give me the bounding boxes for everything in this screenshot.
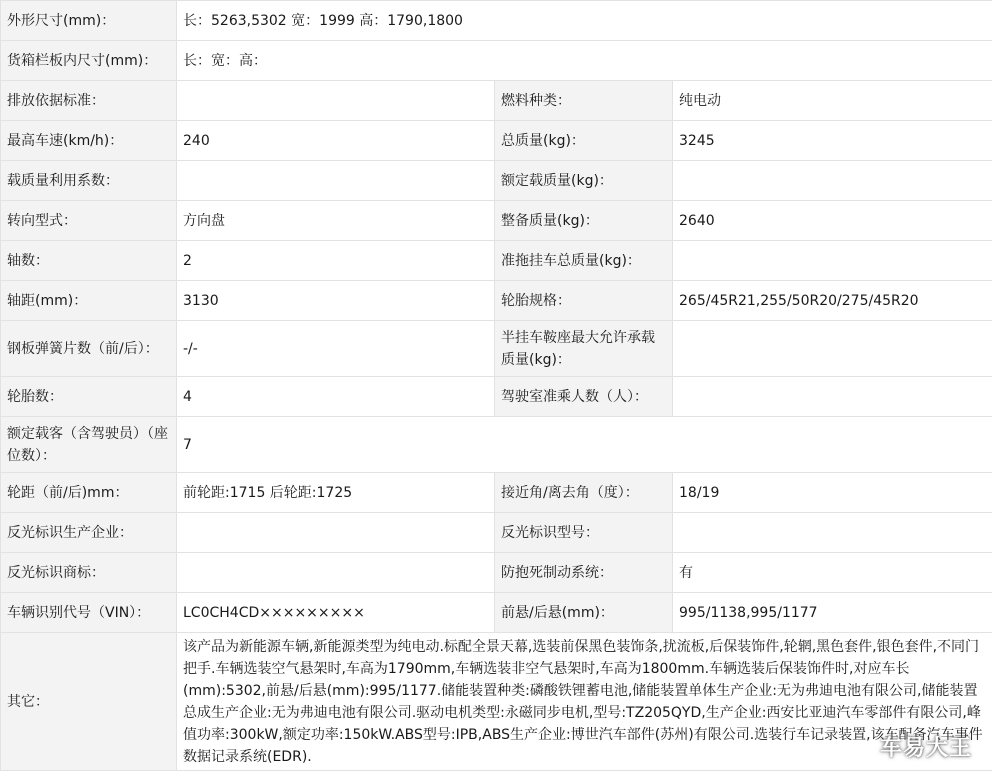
value-cargo-size: 长：宽：高：	[177, 41, 992, 81]
value-approach-angle: 18/19	[673, 473, 992, 513]
row-track	[1, 473, 992, 513]
value-reflective-brand	[177, 553, 495, 593]
value-seats: 7	[177, 417, 992, 473]
label-fuel-type: 燃料种类：	[495, 81, 673, 121]
label-emission: 排放依据标准：	[1, 81, 177, 121]
value-outer-size: 长：5263,5302 宽：1999 高：1790,1800	[177, 1, 992, 41]
value-steering: 方向盘	[177, 201, 495, 241]
value-wheelbase: 3130	[177, 281, 495, 321]
value-load-util	[177, 161, 495, 201]
row-reflective-brand	[1, 553, 992, 593]
value-curb-mass: 2640	[673, 201, 992, 241]
label-load-util: 载质量利用系数：	[1, 161, 177, 201]
value-total-mass: 3245	[673, 121, 992, 161]
value-abs: 有	[673, 553, 992, 593]
row-seats	[1, 417, 992, 473]
label-reflective-model: 反光标识型号：	[495, 513, 673, 553]
value-cab-passengers	[673, 377, 992, 417]
label-leaf-springs: 钢板弹簧片数（前/后）：	[1, 321, 177, 377]
label-abs: 防抱死制动系统：	[495, 553, 673, 593]
label-saddle-mass: 半挂车鞍座最大允许承载质量(kg)：	[495, 321, 673, 377]
value-axles: 2	[177, 241, 495, 281]
row-max-speed	[1, 121, 992, 161]
label-trailer-mass: 准拖挂车总质量(kg)：	[495, 241, 673, 281]
value-overhang: 995/1138,995/1177	[673, 593, 992, 633]
row-axles	[1, 241, 992, 281]
value-reflective-maker	[177, 513, 495, 553]
label-track: 轮距（前/后)mm：	[1, 473, 177, 513]
row-load-util	[1, 161, 992, 201]
row-vin	[1, 593, 992, 633]
row-cargo-size	[1, 41, 992, 81]
label-curb-mass: 整备质量(kg)：	[495, 201, 673, 241]
value-fuel-type: 纯电动	[673, 81, 992, 121]
value-rated-load	[673, 161, 992, 201]
row-steering	[1, 201, 992, 241]
row-leaf-springs	[1, 321, 992, 377]
label-max-speed: 最高车速(km/h)：	[1, 121, 177, 161]
label-reflective-maker: 反光标识生产企业：	[1, 513, 177, 553]
label-total-mass: 总质量(kg)：	[495, 121, 673, 161]
value-track: 前轮距:1715 后轮距:1725	[177, 473, 495, 513]
label-reflective-brand: 反光标识商标：	[1, 553, 177, 593]
label-rated-load: 额定载质量(kg)：	[495, 161, 673, 201]
row-outer-size	[1, 1, 992, 41]
label-other: 其它：	[1, 633, 177, 771]
row-emission	[1, 81, 992, 121]
label-tire-count: 轮胎数：	[1, 377, 177, 417]
value-tire-count: 4	[177, 377, 495, 417]
label-cargo-size: 货箱栏板内尺寸(mm)：	[1, 41, 177, 81]
label-outer-size: 外形尺寸(mm)：	[1, 1, 177, 41]
value-saddle-mass	[673, 321, 992, 377]
label-cab-passengers: 驾驶室准乘人数（人）：	[495, 377, 673, 417]
value-emission	[177, 81, 495, 121]
label-vin: 车辆识别代号（VIN）：	[1, 593, 177, 633]
label-overhang: 前悬/后悬(mm)：	[495, 593, 673, 633]
value-reflective-model	[673, 513, 992, 553]
label-approach-angle: 接近角/离去角（度）：	[495, 473, 673, 513]
value-other: 该产品为新能源车辆,新能源类型为纯电动.标配全景天幕,选装前保黑色装饰条,扰流板,后保装饰件,轮辋,黑色套件,银色套件,不同门把手.车辆选装空气悬架时,车高为1790mm,车辆选装非空气悬架时,车高为1800mm.车辆选装后保装饰件时,对应车长(mm):5302,前悬/后悬(mm):995/1177.储能装置种类:磷酸铁锂蓄电池,储能装置单体生产企业:无为弗迪电池有限公司,储能装置总成生产企业:无为弗迪电池有限公司.驱动电机类型:永磁同步电机,型号:TZ205QYD,生产企业:西安比亚迪汽车零部件有限公司,峰值功率:300kW,额定功率:150kW.ABS型号:IPB,ABS生产企业:博世汽车部件(苏州)有限公司.选装行车记录装置,该车配备汽车事件数据记录系统(EDR).	[177, 633, 992, 771]
row-wheelbase	[1, 281, 992, 321]
label-wheelbase: 轴距(mm)：	[1, 281, 177, 321]
label-seats: 额定载客（含驾驶员）（座位数）：	[1, 417, 177, 473]
value-leaf-springs: -/-	[177, 321, 495, 377]
row-other	[1, 633, 992, 771]
value-vin: LC0CH4CD×××××××××	[177, 593, 495, 633]
row-tire-count	[1, 377, 992, 417]
label-tire-spec: 轮胎规格：	[495, 281, 673, 321]
value-max-speed: 240	[177, 121, 495, 161]
value-tire-spec: 265/45R21,255/50R20/275/45R20	[673, 281, 992, 321]
row-reflective-maker	[1, 513, 992, 553]
label-axles: 轴数：	[1, 241, 177, 281]
watermark: 车易大王	[879, 736, 972, 761]
value-trailer-mass	[673, 241, 992, 281]
label-steering: 转向型式：	[1, 201, 177, 241]
